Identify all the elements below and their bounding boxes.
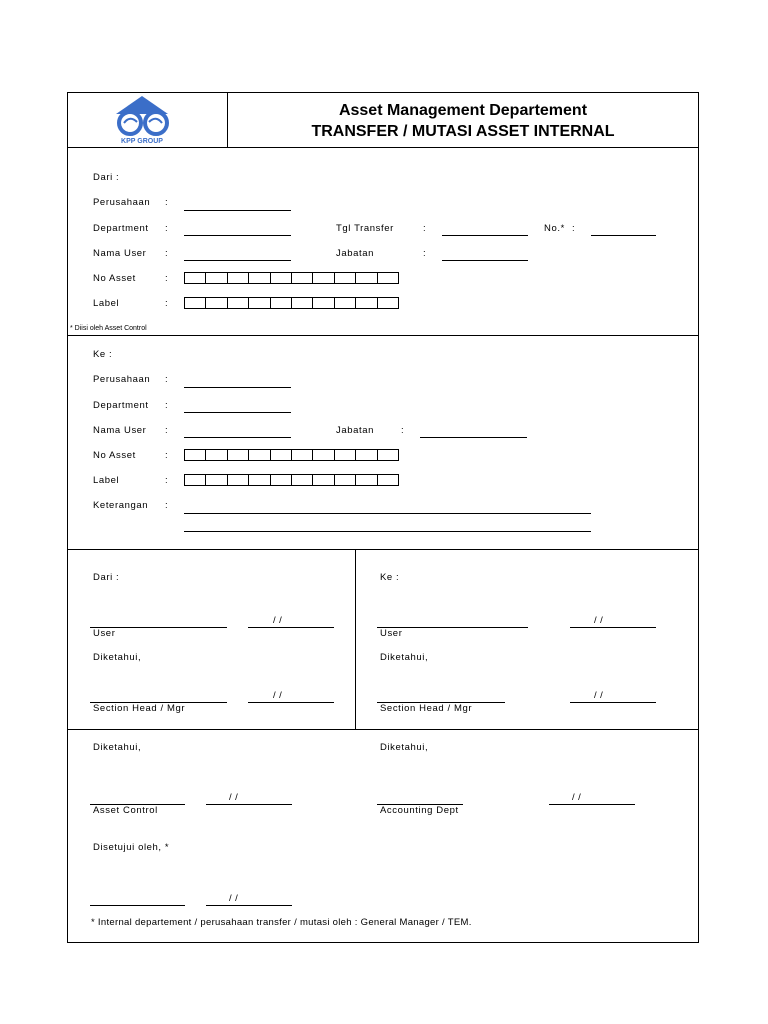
dari-department-label: Department	[93, 223, 149, 234]
dari-heading: Dari :	[93, 172, 120, 183]
ke-heading: Ke :	[93, 349, 113, 360]
dari-diketahui-label: Diketahui,	[93, 652, 142, 663]
dari-label-boxes[interactable]	[184, 297, 399, 309]
dari-no-asset-label: No Asset	[93, 273, 136, 284]
colon: :	[165, 400, 168, 411]
asset-control-footnote: * Diisi oleh Asset Control	[70, 325, 147, 332]
ke-section-head-date: / /	[594, 690, 604, 701]
no-label: No.*	[544, 223, 565, 234]
ke-perusahaan-field[interactable]	[184, 387, 291, 388]
dari-jabatan-field[interactable]	[442, 260, 528, 261]
dari-nama-user-field[interactable]	[184, 260, 291, 261]
colon: :	[165, 298, 168, 309]
colon: :	[165, 500, 168, 511]
colon: :	[165, 273, 168, 284]
ke-user-date: / /	[594, 615, 604, 626]
colon: :	[165, 425, 168, 436]
colon: :	[165, 248, 168, 259]
dari-jabatan-label: Jabatan	[336, 248, 375, 259]
colon: :	[165, 450, 168, 461]
dari-user-date: / /	[273, 615, 283, 626]
tgl-transfer-field[interactable]	[442, 235, 528, 236]
asset-control-label: Asset Control	[93, 805, 158, 816]
ke-section-head-label: Section Head / Mgr	[380, 703, 473, 714]
ke-section-head-date-line[interactable]	[570, 702, 656, 703]
department-title: Asset Management Departement	[338, 102, 588, 119]
header-bottom-line	[67, 147, 699, 148]
keterangan-field-line-2[interactable]	[184, 531, 591, 532]
colon: :	[165, 197, 168, 208]
asset-control-date: / /	[229, 792, 239, 803]
disetujui-label: Disetujui oleh, *	[93, 842, 170, 853]
ke-diketahui-label: Diketahui,	[380, 652, 429, 663]
ke-nama-user-field[interactable]	[184, 437, 291, 438]
dari-section-bottom-line	[67, 335, 699, 336]
no-field[interactable]	[591, 235, 656, 236]
ke-no-asset-boxes[interactable]	[184, 449, 399, 461]
approval-diketahui-right: Diketahui,	[380, 742, 429, 753]
keterangan-field-line-1[interactable]	[184, 513, 591, 514]
colon: :	[165, 374, 168, 385]
disetujui-date-line[interactable]	[206, 905, 292, 906]
ke-department-label: Department	[93, 400, 149, 411]
dari-nama-user-label: Nama User	[93, 248, 147, 259]
dari-section-head-date: / /	[273, 690, 283, 701]
dari-no-asset-boxes[interactable]	[184, 272, 399, 284]
dari-user-label: User	[93, 628, 116, 639]
dari-perusahaan-label: Perusahaan	[93, 197, 151, 208]
form-title: TRANSFER / MUTASI ASSET INTERNAL	[311, 123, 615, 140]
ke-nama-user-label: Nama User	[93, 425, 147, 436]
accounting-dept-date: / /	[572, 792, 582, 803]
approval-footnote: * Internal departement / perusahaan transfer / mutasi oleh : General Manager / TEM.	[91, 917, 472, 928]
ke-label-boxes[interactable]	[184, 474, 399, 486]
keterangan-label: Keterangan	[93, 500, 149, 511]
dari-department-field[interactable]	[184, 235, 291, 236]
dari-perusahaan-field[interactable]	[184, 210, 291, 211]
sig-ke-heading: Ke :	[380, 572, 400, 583]
ke-jabatan-field[interactable]	[420, 437, 527, 438]
ke-jabatan-label: Jabatan	[336, 425, 375, 436]
asset-control-date-line[interactable]	[206, 804, 292, 805]
colon: :	[572, 223, 575, 234]
ke-user-date-line[interactable]	[570, 627, 656, 628]
signature-divider	[355, 549, 356, 729]
approval-diketahui-left: Diketahui,	[93, 742, 142, 753]
colon: :	[423, 248, 426, 259]
disetujui-date: / /	[229, 893, 239, 904]
ke-section-bottom-line	[67, 549, 699, 550]
colon: :	[165, 223, 168, 234]
accounting-dept-date-line[interactable]	[549, 804, 635, 805]
dari-label-label: Label	[93, 298, 120, 309]
accounting-dept-label: Accounting Dept	[380, 805, 459, 816]
signature-section-bottom-line	[67, 729, 699, 730]
ke-perusahaan-label: Perusahaan	[93, 374, 151, 385]
ke-no-asset-label: No Asset	[93, 450, 136, 461]
colon: :	[165, 475, 168, 486]
disetujui-signature-line[interactable]	[90, 905, 185, 906]
ke-department-field[interactable]	[184, 412, 291, 413]
logo-text: KPP GROUP	[121, 138, 163, 145]
ke-user-label: User	[380, 628, 403, 639]
tgl-transfer-label: Tgl Transfer	[336, 223, 394, 234]
colon: :	[401, 425, 404, 436]
ke-label-label: Label	[93, 475, 120, 486]
colon: :	[423, 223, 426, 234]
sig-dari-heading: Dari :	[93, 572, 120, 583]
dari-section-head-label: Section Head / Mgr	[93, 703, 186, 714]
dari-section-head-date-line[interactable]	[248, 702, 334, 703]
dari-user-date-line[interactable]	[248, 627, 334, 628]
